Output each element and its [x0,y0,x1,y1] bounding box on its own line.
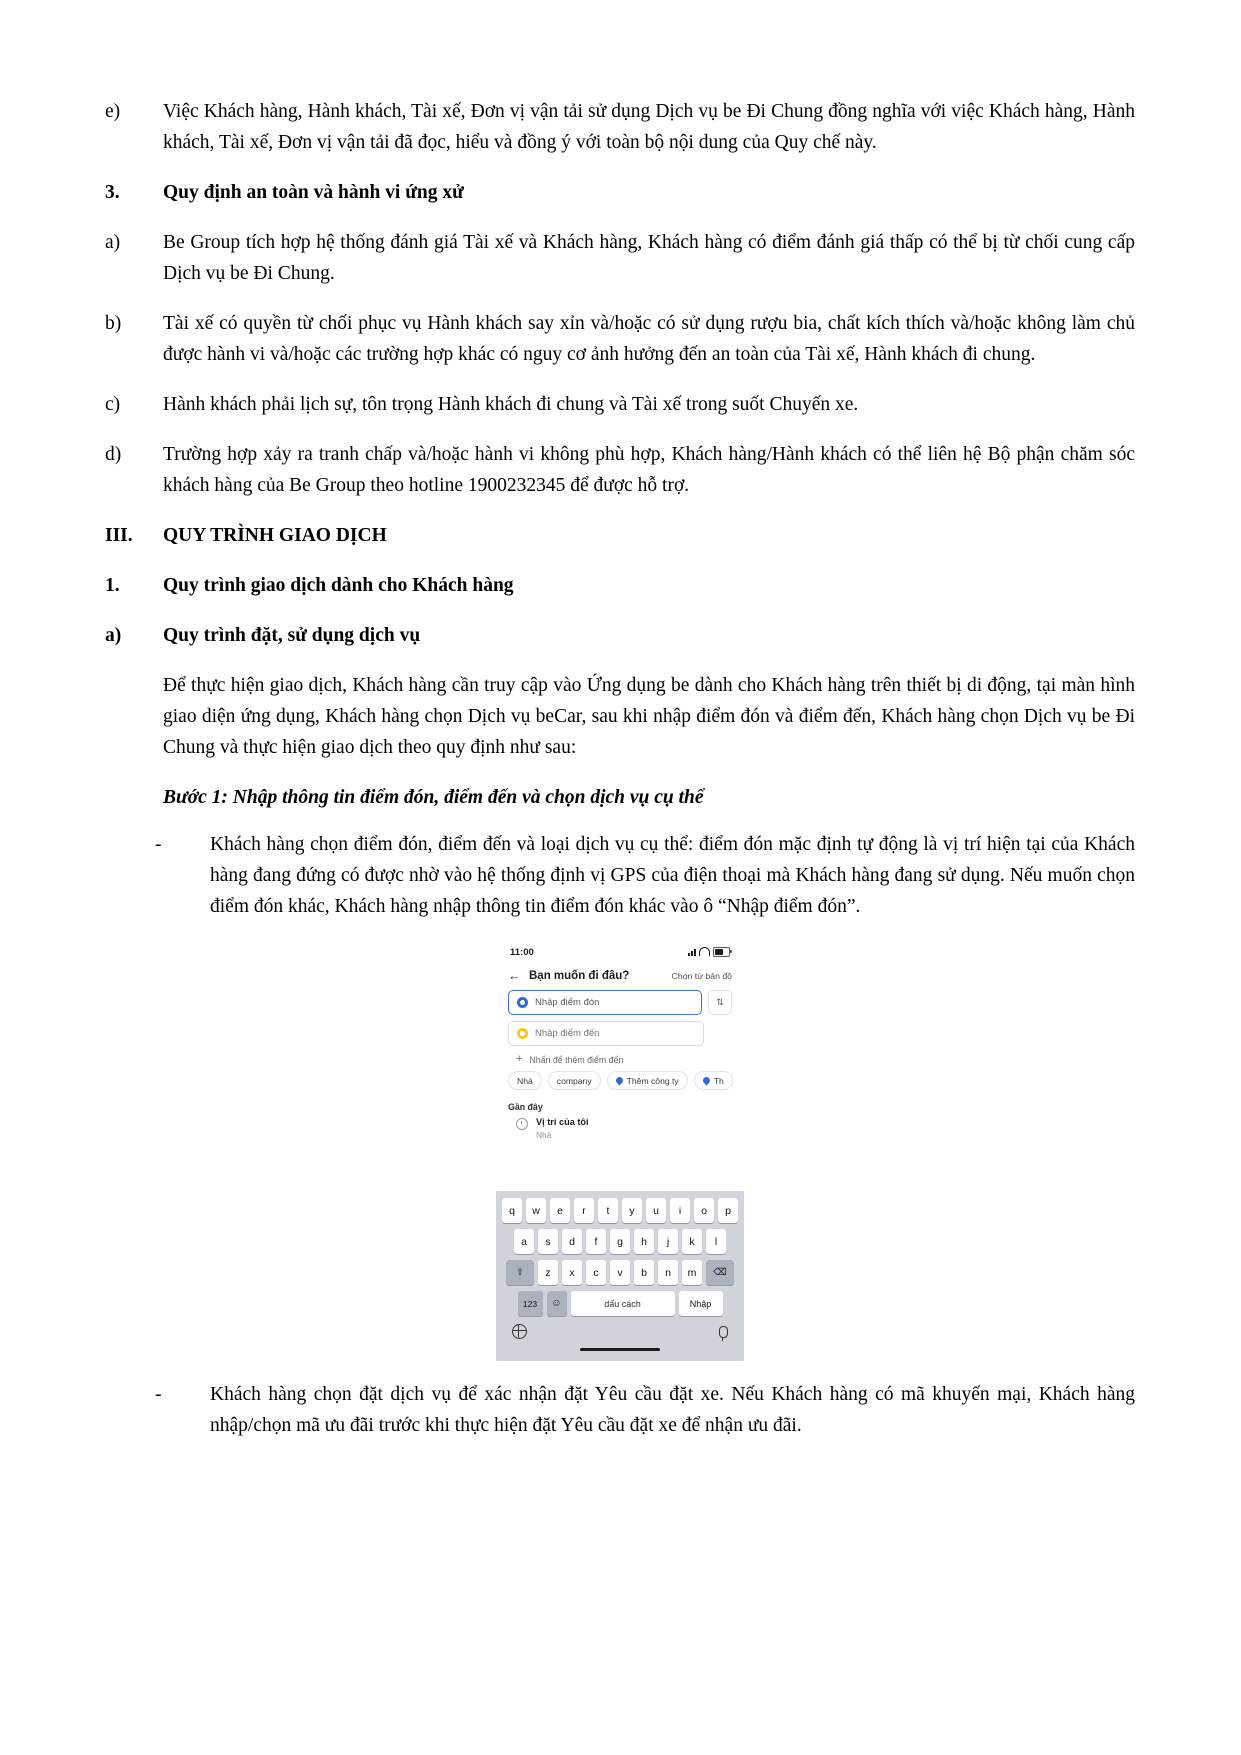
add-stop-label: Nhấn để thêm điểm đến [529,1054,624,1065]
plus-icon: + [516,1053,523,1065]
key-i[interactable]: i [670,1198,690,1223]
keyboard-row-2 [500,1229,740,1254]
list-marker: a) [105,625,122,646]
recent-item-subtitle: Nhà [536,1130,552,1140]
swap-points-button[interactable]: ⇅ [708,990,732,1015]
key-w[interactable]: w [526,1198,546,1223]
list-marker: c) [105,394,121,415]
key-b[interactable]: b [634,1260,654,1285]
intro-paragraph: Để thực hiện giao dịch, Khách hàng cần truy cập vào Ứng dụng be dành cho Khách hàng trên thiết bị di động, tại màn hình giao diện ứng dụng, Khách hàng chọn Dịch vụ beCar, sau khi nhập điểm đón và điểm đến, Khách hàng chọn Dịch vụ be Đi Chung và thực hiện giao dịch theo quy định như sau: [163,675,1135,758]
key-p[interactable]: p [718,1198,738,1223]
pickup-placeholder: Nhập điểm đón [535,997,600,1008]
chip-label: company [556,1075,592,1086]
emoji-icon[interactable]: ☺ [547,1291,567,1316]
phone-screenshot-figure [105,941,1135,1361]
key-l[interactable]: l [706,1229,726,1254]
chip-label: Nhà [517,1075,533,1086]
section-heading: Quy trình đặt, sử dụng dịch vụ [163,625,421,646]
keyboard-row-3 [500,1260,740,1285]
battery-icon [713,947,730,957]
bullet-text: Khách hàng chọn điểm đón, điểm đến và loại dịch vụ cụ thể: điểm đón mặc định tự động là vị trí hiện tại của Khách hàng đang đứng có được nhờ vào hệ thống định vị GPS của điện thoại mà Khách hàng đang sử dụng. Nếu muốn chọn điểm đón khác, Khách hàng nhập thông tin điểm đón khác vào ô “Nhập điểm đón”. [210,834,1135,917]
recent-section-title: Gần đây [508,1102,543,1112]
chip-company[interactable] [548,1071,601,1090]
chip-label: Thêm công ty [626,1075,679,1086]
chip-home[interactable] [508,1071,542,1090]
backspace-key[interactable]: ⌫ [706,1260,734,1285]
section-heading: Quy định an toàn và hành vi ứng xử [163,182,464,203]
key-f[interactable]: f [586,1229,606,1254]
section-heading: Quy trình giao dịch dành cho Khách hàng [163,575,514,596]
keyboard-row-4 [500,1291,740,1316]
list-item [105,227,1135,289]
key-g[interactable]: g [610,1229,630,1254]
key-e[interactable]: e [550,1198,570,1223]
list-item [105,177,1135,208]
saved-places-chips [496,1071,744,1098]
key-o[interactable]: o [694,1198,714,1223]
dropoff-dot-icon [517,1028,528,1039]
section-heading: QUY TRÌNH GIAO DỊCH [163,525,387,546]
chip-add-more[interactable] [694,1071,733,1090]
bullet-item [155,829,1135,922]
list-marker: 1. [105,575,120,596]
status-bar [496,941,744,963]
choose-from-map-link[interactable]: Chọn từ bản đồ [671,970,732,981]
bullet-marker: - [155,1384,162,1405]
keyboard-row-1 [500,1198,740,1223]
bullet-text: Khách hàng chọn đặt dịch vụ để xác nhận đặt Yêu cầu đặt xe. Nếu Khách hàng có mã khuyến mại, Khách hàng nhập/chọn mã ưu đãi trước khi thực hiện đặt Yêu cầu đặt xe để nhận ưu đãi. [210,1384,1135,1436]
onscreen-keyboard [496,1191,744,1361]
keyboard-bottom-row [500,1322,740,1343]
list-item [105,520,1135,551]
chip-add-company[interactable] [607,1071,688,1090]
key-a[interactable]: a [514,1229,534,1254]
list-item [105,308,1135,370]
signal-icon [688,948,696,956]
shift-key[interactable]: ⇧ [506,1260,534,1285]
list-marker: b) [105,313,122,334]
status-time: 11:00 [510,946,534,958]
add-stop-row[interactable] [496,1052,744,1071]
status-indicators [688,947,730,957]
list-item [105,620,1135,651]
list-marker: 3. [105,182,120,203]
paragraph-text: Hành khách phải lịch sự, tôn trọng Hành khách đi chung và Tài xế trong suốt Chuyến xe. [163,394,859,415]
pickup-field-row [496,990,744,1015]
paragraph-text: Be Group tích hợp hệ thống đánh giá Tài xế và Khách hàng, Khách hàng có điểm đánh giá thấp có thể bị từ chối cung cấp Dịch vụ be Đi Chung. [163,232,1135,284]
bullet-marker: - [155,834,162,855]
app-title: Bạn muốn đi đâu? [529,969,630,982]
key-t[interactable]: t [598,1198,618,1223]
list-marker: d) [105,444,122,465]
paragraph-text: Tài xế có quyền từ chối phục vụ Hành khách say xỉn và/hoặc có sử dụng rượu bia, chất kích thích và/hoặc không làm chủ được hành vi và/hoặc các trường hợp khác có nguy cơ ảnh hưởng đến an toàn của Tài xế, Hành khách đi chung. [163,313,1135,365]
paragraph-text: Trường hợp xảy ra tranh chấp và/hoặc hành vi không phù hợp, Khách hàng/Hành khách có thể liên hệ Bộ phận chăm sóc khách hàng của Be Group theo hotline 1900232345 để được hỗ trợ. [163,444,1135,496]
microphone-icon[interactable] [719,1326,728,1338]
pin-icon [701,1076,711,1086]
key-d[interactable]: d [562,1229,582,1254]
list-marker: e) [105,101,121,122]
pin-icon [614,1076,624,1086]
recent-item-title: Vị trí của tôi [536,1117,589,1127]
paragraph-text: Việc Khách hàng, Hành khách, Tài xế, Đơn vị vận tải sử dụng Dịch vụ be Đi Chung đồng nghĩa với việc Khách hàng, Hành khách, Tài xế, Đơn vị vận tải đã đọc, hiểu và đồng ý với toàn bộ nội dung của Quy chế này. [163,101,1135,153]
key-x[interactable]: x [562,1260,582,1285]
list-item[interactable] [496,1115,744,1149]
back-arrow-icon[interactable]: ← [508,968,521,983]
key-q[interactable]: q [502,1198,522,1223]
key-k[interactable]: k [682,1229,702,1254]
chip-label: Th [713,1075,724,1086]
app-header [496,963,744,990]
key-u[interactable]: u [646,1198,666,1223]
key-r[interactable]: r [574,1198,594,1223]
list-item [105,439,1135,501]
dropoff-input[interactable] [508,1021,704,1046]
document-body [105,96,1135,1460]
key-j[interactable]: j [658,1229,678,1254]
bullet-item [155,1379,1135,1441]
key-n[interactable]: n [658,1260,678,1285]
list-item [105,570,1135,601]
key-v[interactable]: v [610,1260,630,1285]
key-h[interactable]: h [634,1229,654,1254]
key-y[interactable]: y [622,1198,642,1223]
numbers-key[interactable]: 123 [518,1291,543,1316]
clock-icon [516,1118,528,1130]
key-m[interactable]: m [682,1260,702,1285]
wifi-icon [699,947,710,956]
list-item [105,389,1135,420]
step-heading: Bước 1: Nhập thông tin điểm đón, điểm đến và chọn dịch vụ cụ thể [163,787,704,808]
key-s[interactable]: s [538,1229,558,1254]
phone-mockup [496,941,744,1361]
space-key[interactable]: dấu cách [571,1291,675,1316]
pickup-dot-icon [517,997,528,1008]
dropoff-placeholder: Nhập điểm đến [535,1028,600,1039]
key-z[interactable]: z [538,1260,558,1285]
list-marker: III. [105,525,133,546]
globe-icon[interactable] [512,1324,527,1339]
enter-key[interactable]: Nhập [679,1291,723,1316]
pickup-input[interactable] [508,990,702,1015]
dropoff-field-row [496,1021,744,1046]
home-indicator [580,1348,660,1351]
list-item [105,96,1135,158]
list-marker: a) [105,232,121,253]
key-c[interactable]: c [586,1260,606,1285]
